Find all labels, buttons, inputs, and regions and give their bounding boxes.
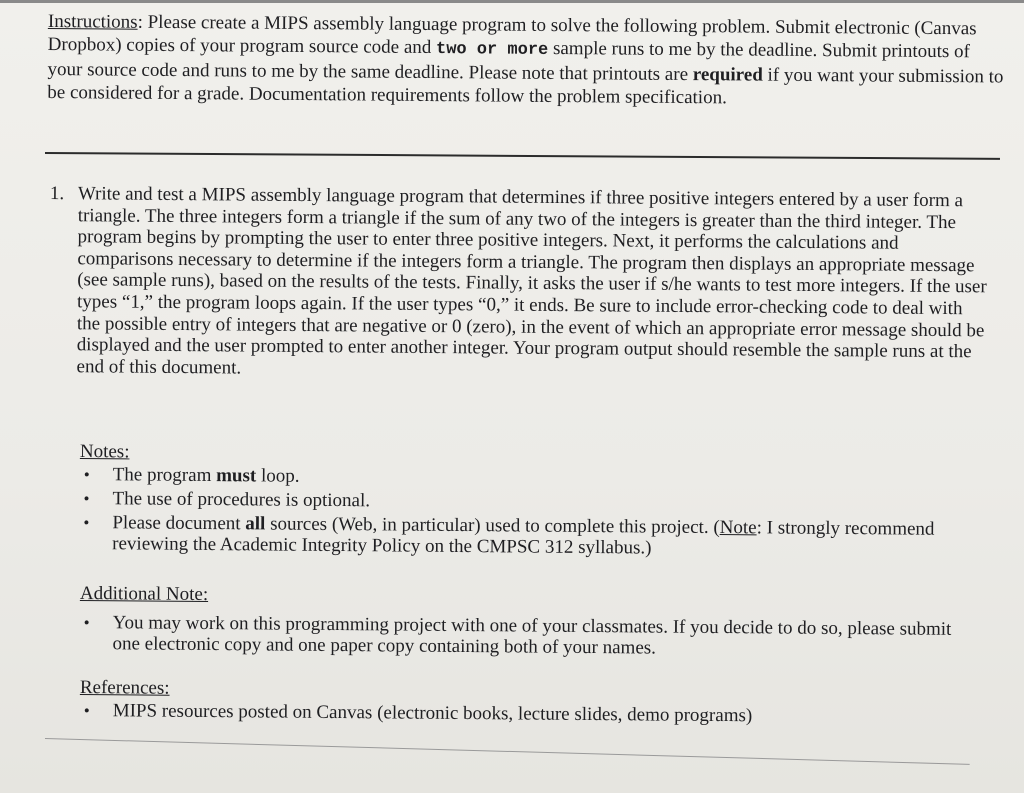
instructions-text-2: sample runs to me by the deadline. Submit printouts of your source code and runs to me by the same deadline. Please note that printouts are bbox=[47, 37, 970, 86]
bullet-icon: • bbox=[83, 701, 90, 721]
list-item: • The use of procedures is optional. bbox=[83, 488, 371, 512]
bottom-divider bbox=[45, 738, 970, 765]
instructions-text-1: : Please create a MIPS assembly language program to solve the following problem. Submit electronic (Canvas Dropbox) copies of your program source code and bbox=[47, 11, 977, 59]
additional-note-heading: Additional Note: bbox=[79, 583, 209, 606]
instructions-bold-required: required bbox=[692, 64, 763, 86]
instructions-paragraph bbox=[47, 10, 1008, 112]
bullet-icon: • bbox=[83, 513, 90, 533]
references-section bbox=[80, 677, 980, 731]
problem-number: 1. bbox=[49, 183, 65, 205]
notes-section bbox=[79, 441, 980, 564]
problem-item bbox=[48, 183, 989, 385]
bullet-icon: • bbox=[83, 613, 90, 633]
instructions-bold-two-or-more: two or more bbox=[435, 40, 549, 60]
list-item: • You may work on this programming project with one of your classmates. If you decide to do so, please submit one electronic copy and one paper copy containing both of your names. bbox=[83, 612, 952, 659]
top-border bbox=[0, 0, 1024, 3]
notes-heading: Notes: bbox=[79, 441, 130, 463]
additional-note-list bbox=[79, 612, 979, 661]
instructions-text-3: if you want your submission to be considered for a grade. Documentation requirements follow the problem specification. bbox=[47, 64, 1004, 109]
bullet-icon: • bbox=[83, 465, 90, 485]
additional-note-section bbox=[79, 583, 980, 664]
list-item: • MIPS resources posted on Canvas (electronic books, lecture slides, demo programs) bbox=[83, 700, 753, 727]
bullet-icon: • bbox=[83, 489, 90, 509]
references-heading: References: bbox=[79, 677, 170, 699]
section-divider bbox=[45, 152, 1000, 160]
notes-list bbox=[79, 464, 980, 561]
list-item: • Please document all sources (Web, in particular) used to complete this project. (Note: I strongly recommend reviewing the Academic Integrity Policy on the CMPSC 312 syllabus.) bbox=[83, 512, 935, 559]
references-list bbox=[80, 700, 980, 728]
problem-text: Write and test a MIPS assembly language program that determines if three positive integers entered by a user form a triangle. The three integers form a triangle if the sum of any two of the integers is greater than the third integer. The program begins by prompting the user to enter three positive integers. Next, it performs the calculations and comparisons necessary to determine if the integers form a triangle. The program then displays an appropriate message (see sample runs), based on the results of the tests. Finally, it asks the user if s/he wants to test more integers. If the user types “1,” the program loops again. If the user types “0,” it ends. Be sure to include error-checking code to deal with the possible entry of integers that are negative or 0 (zero), in the event of which an appropriate error message should be displayed and the user prompted to enter another integer. Your program output should resemble the sample runs at the end of this document. bbox=[76, 183, 987, 379]
instructions-label: Instructions bbox=[47, 10, 138, 33]
list-item: • The program must loop. bbox=[83, 464, 300, 487]
